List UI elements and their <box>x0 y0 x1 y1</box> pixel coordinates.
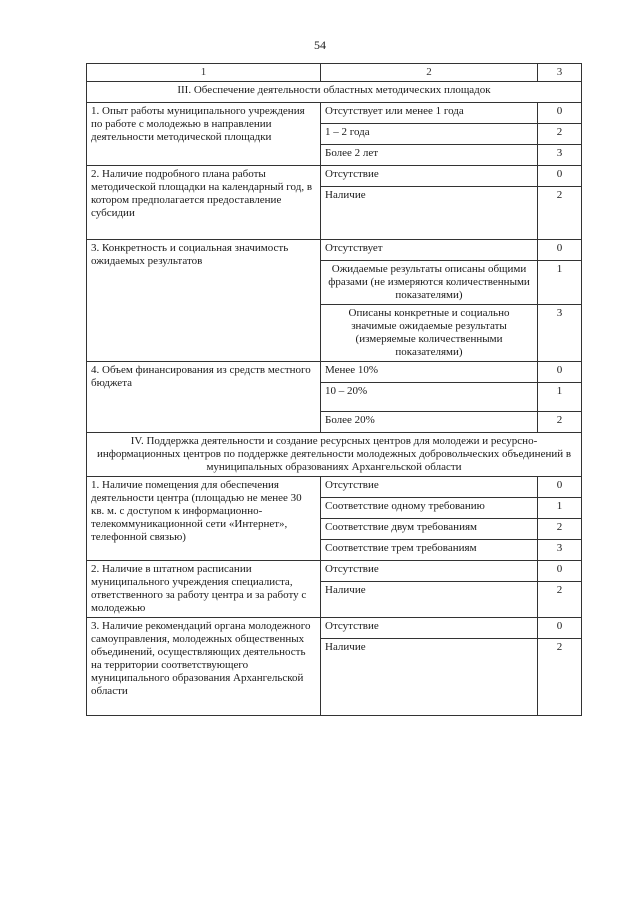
option-text: Наличие <box>321 639 538 716</box>
option-text: Отсутствие <box>321 618 538 639</box>
option-text: Наличие <box>321 187 538 240</box>
option-text: Менее 10% <box>321 362 538 383</box>
column-number: 3 <box>538 64 582 82</box>
table-row <box>87 618 582 639</box>
column-number: 1 <box>87 64 321 82</box>
table-row <box>87 103 582 124</box>
option-score: 0 <box>538 561 582 582</box>
criterion-label: 4. Объем финансирования из средств местного бюджета <box>87 362 321 433</box>
section-title: IV. Поддержка деятельности и создание ресурсных центров для молодежи и ресурсно-информационных центров по поддержке деятельности молодежных добровольческих объединений в муниципальных образованиях Архангельской области <box>87 433 582 477</box>
option-text: Отсутствие <box>321 561 538 582</box>
option-score: 2 <box>538 124 582 145</box>
criterion-label: 2. Наличие подробного плана работы методической площадки на календарный год, в котором предполагается предоставление субсидии <box>87 166 321 240</box>
option-score: 3 <box>538 145 582 166</box>
option-score: 2 <box>538 582 582 618</box>
option-text: Ожидаемые результаты описаны общими фразами (не измеряются количественными показателями) <box>321 261 538 305</box>
table-row <box>87 477 582 498</box>
option-score: 1 <box>538 261 582 305</box>
option-score: 1 <box>538 498 582 519</box>
table-row <box>87 561 582 582</box>
option-score: 2 <box>538 412 582 433</box>
option-text: 1 – 2 года <box>321 124 538 145</box>
criteria-table <box>86 63 582 716</box>
option-text: Отсутствует <box>321 240 538 261</box>
criterion-label: 3. Конкретность и социальная значимость ожидаемых результатов <box>87 240 321 362</box>
option-score: 3 <box>538 305 582 362</box>
option-score: 0 <box>538 166 582 187</box>
page-number: 54 <box>314 38 326 52</box>
criterion-label: 2. Наличие в штатном расписании муниципального учреждения специалиста, ответственного за работу центра и за работу с молодежью <box>87 561 321 618</box>
criterion-label: 1. Опыт работы муниципального учреждения по работе с молодежью в направлении деятельности методической площадки <box>87 103 321 166</box>
option-text: Соответствие трем требованиям <box>321 540 538 561</box>
table-row <box>87 166 582 187</box>
option-text: Соответствие одному требованию <box>321 498 538 519</box>
option-score: 2 <box>538 187 582 240</box>
section-header-row <box>87 82 582 103</box>
section-title: III. Обеспечение деятельности областных методических площадок <box>87 82 582 103</box>
option-text: 10 – 20% <box>321 383 538 412</box>
option-score: 2 <box>538 519 582 540</box>
option-score: 0 <box>538 618 582 639</box>
option-text: Более 20% <box>321 412 538 433</box>
option-score: 2 <box>538 639 582 716</box>
table-row <box>87 240 582 261</box>
column-number: 2 <box>321 64 538 82</box>
option-text: Отсутствует или менее 1 года <box>321 103 538 124</box>
criterion-label: 3. Наличие рекомендаций органа молодежного самоуправления, молодежных общественных объединений, осуществляющих деятельность на территории соответствующего муниципального образования Архангельской области <box>87 618 321 716</box>
criterion-label: 1. Наличие помещения для обеспечения деятельности центра (площадью не менее 30 кв. м. с доступом к информационно-телекоммуникационной сети «Интернет», телефонной связью) <box>87 477 321 561</box>
option-score: 0 <box>538 103 582 124</box>
option-text: Наличие <box>321 582 538 618</box>
option-text: Отсутствие <box>321 166 538 187</box>
option-text: Отсутствие <box>321 477 538 498</box>
table-row <box>87 362 582 383</box>
section-header-row <box>87 433 582 477</box>
option-score: 1 <box>538 383 582 412</box>
option-text: Более 2 лет <box>321 145 538 166</box>
option-score: 0 <box>538 477 582 498</box>
option-text: Соответствие двум требованиям <box>321 519 538 540</box>
column-number-row <box>87 64 582 82</box>
option-text: Описаны конкретные и социально значимые ожидаемые результаты (измеряемые количественными показателями) <box>321 305 538 362</box>
option-score: 3 <box>538 540 582 561</box>
option-score: 0 <box>538 240 582 261</box>
option-score: 0 <box>538 362 582 383</box>
